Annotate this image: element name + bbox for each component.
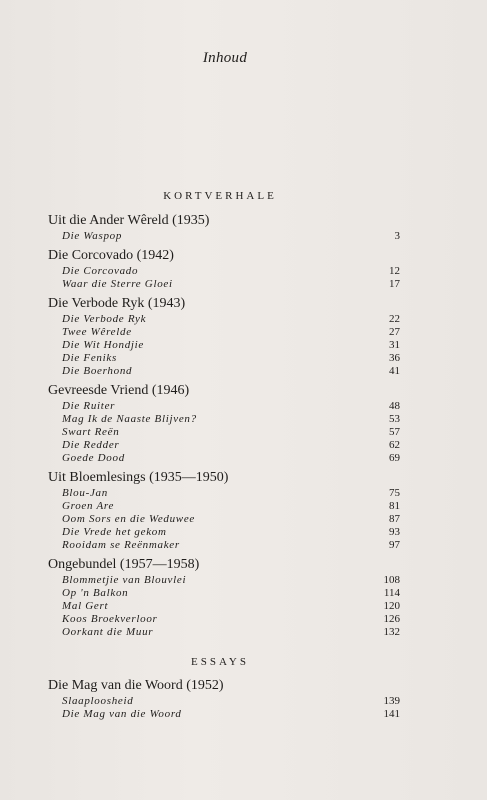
toc-entry [48, 487, 400, 500]
toc-entry-page-number: 36 [389, 352, 400, 364]
toc-group-title: Gevreesde Vriend (1946) [48, 383, 190, 398]
toc-entry-title: Goede Dood [62, 452, 125, 464]
section-heading-essays: ESSAYS [191, 656, 249, 668]
toc-entry-title: Die Boerhond [62, 365, 133, 377]
toc-entry-title: Mag Ik de Naaste Blijven? [62, 413, 197, 425]
toc-entry-page-number: 27 [389, 326, 400, 338]
toc-entry [48, 539, 400, 552]
toc-entry [48, 413, 400, 426]
toc-entry [48, 278, 400, 291]
toc-entry-page-number: 31 [389, 339, 400, 351]
toc-entry-page-number: 120 [383, 600, 400, 612]
toc-entry [48, 500, 400, 513]
toc-entry-title: Swart Reën [62, 426, 120, 438]
toc-entry [48, 513, 400, 526]
toc-entry-title: Op 'n Balkon [62, 587, 129, 599]
toc-entry-title: Die Ruiter [62, 400, 116, 412]
toc-entry-page-number: 75 [389, 487, 400, 499]
toc-entry-page-number: 12 [389, 265, 400, 277]
toc-entry-title: Slaaploosheid [62, 695, 134, 707]
toc-entry [48, 626, 400, 639]
toc-entry [48, 326, 400, 339]
toc-entry-page-number: 41 [389, 365, 400, 377]
essays-contents [48, 677, 400, 721]
toc-entry [48, 265, 400, 278]
toc-entry-title: Koos Broekverloor [62, 613, 158, 625]
toc-entry-page-number: 3 [394, 230, 400, 242]
toc-entry [48, 230, 400, 243]
toc-entry-title: Rooidam se Reënmaker [62, 539, 180, 551]
toc-entry-page-number: 93 [389, 526, 400, 538]
toc-entry-title: Die Feniks [62, 352, 117, 364]
toc-entry-title: Mal Gert [62, 600, 109, 612]
toc-entry-title: Blou-Jan [62, 487, 108, 499]
toc-entry-title: Waar die Sterre Gloei [62, 278, 173, 290]
toc-entry [48, 708, 400, 721]
toc-entry-page-number: 132 [383, 626, 400, 638]
toc-entry-title: Oom Sors en die Weduwee [62, 513, 196, 525]
toc-entry-title: Groen Are [62, 500, 115, 512]
toc-entry [48, 426, 400, 439]
page-title: Inhoud [202, 50, 248, 66]
toc-entry-title: Die Vrede het gekom [62, 526, 167, 538]
toc-entry-page-number: 17 [389, 278, 400, 290]
toc-entry [48, 600, 400, 613]
toc-entry-page-number: 81 [389, 500, 400, 512]
toc-entry-title: Blommetjie van Blouvlei [62, 574, 187, 586]
toc-entry-title: Die Corcovado [62, 265, 139, 277]
toc-entry-title: Oorkant die Muur [62, 626, 154, 638]
toc-entry-title: Die Mag van die Woord [62, 708, 182, 720]
toc-entry [48, 339, 400, 352]
toc-entry-title: Die Waspop [62, 230, 123, 242]
toc-entry-page-number: 114 [383, 587, 400, 599]
toc-entry [48, 613, 400, 626]
toc-entry [48, 365, 400, 378]
toc-group-title: Die Corcovado (1942) [48, 248, 174, 263]
toc-entry-page-number: 48 [389, 400, 400, 412]
toc-entry-page-number: 139 [383, 695, 400, 707]
toc-entry [48, 400, 400, 413]
toc-entry-page-number: 57 [389, 426, 400, 438]
table-of-contents [48, 212, 400, 639]
toc-entry [48, 695, 400, 708]
toc-entry [48, 313, 400, 326]
toc-entry-title: Die Redder [62, 439, 120, 451]
toc-group-title: Die Verbode Ryk (1943) [48, 296, 186, 311]
toc-entry-page-number: 141 [383, 708, 400, 720]
toc-entry-page-number: 97 [389, 539, 400, 551]
toc-group-title: Uit die Ander Wêreld (1935) [48, 213, 210, 228]
toc-entry-title: Die Wit Hondjie [62, 339, 144, 351]
toc-entry-title: Die Verbode Ryk [62, 313, 147, 325]
toc-entry [48, 439, 400, 452]
toc-entry [48, 587, 400, 600]
toc-entry-page-number: 62 [389, 439, 400, 451]
toc-entry [48, 574, 400, 587]
toc-group-title: Ongebundel (1957—1958) [48, 557, 200, 572]
toc-entry-page-number: 126 [383, 613, 400, 625]
toc-entry [48, 526, 400, 539]
toc-entry-page-number: 22 [389, 313, 400, 325]
toc-entry-page-number: 53 [389, 413, 400, 425]
toc-entry [48, 352, 400, 365]
toc-group-title: Uit Bloemlesings (1935—1950) [48, 470, 229, 485]
toc-entry-title: Twee Wêrelde [62, 326, 132, 338]
section-heading-kortverhale: KORTVERHALE [163, 190, 277, 202]
toc-entry-page-number: 108 [383, 574, 400, 586]
toc-entry-page-number: 87 [389, 513, 400, 525]
toc-entry-page-number: 69 [389, 452, 400, 464]
toc-group-title: Die Mag van die Woord (1952) [48, 678, 224, 693]
toc-entry [48, 452, 400, 465]
